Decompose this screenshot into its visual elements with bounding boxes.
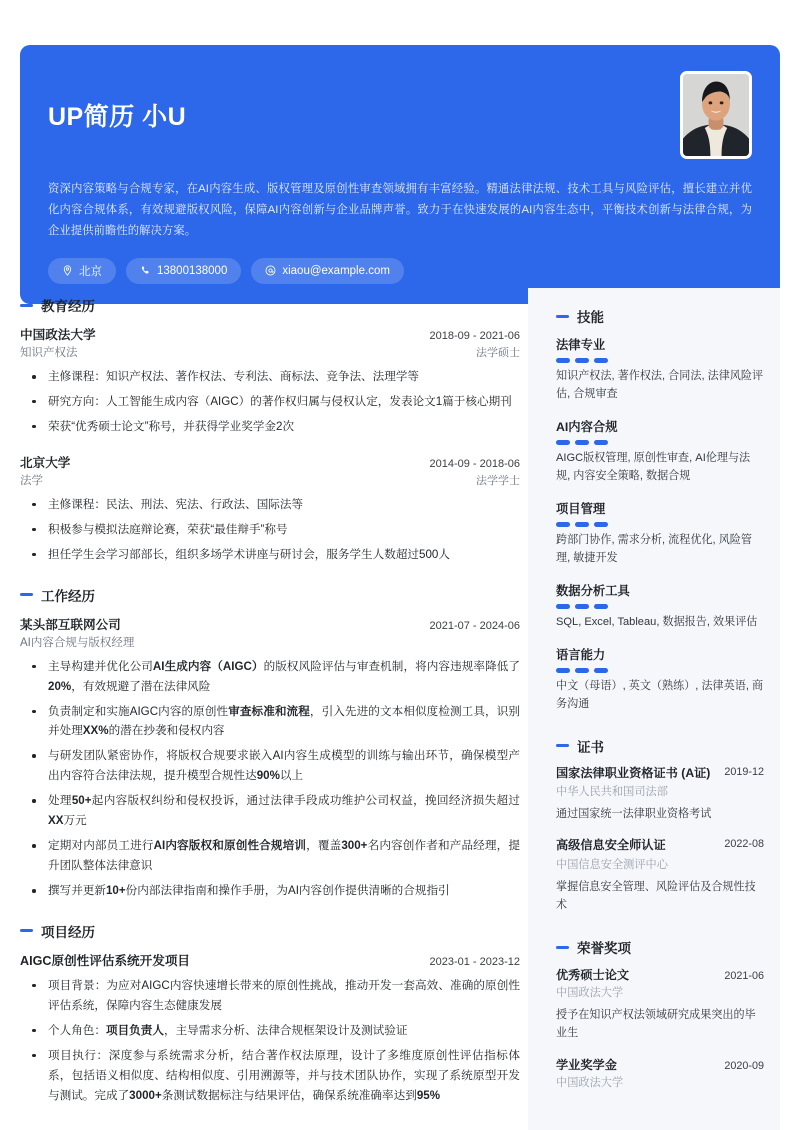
resume-header-card	[20, 45, 780, 304]
entry-header	[20, 452, 520, 471]
section-dash-icon	[556, 946, 569, 949]
section-certificates	[556, 736, 764, 915]
certificate-item	[556, 765, 764, 825]
skill-list	[556, 335, 764, 714]
skill-level-dash	[575, 668, 589, 673]
avatar-photo	[683, 74, 749, 156]
award-date: 2020-09	[724, 1059, 764, 1072]
award-header	[556, 966, 764, 983]
certificate-issuer: 中国信息安全测评中心	[556, 859, 668, 872]
entry-bullet: 定期对内部员工进行AI内容版权和原创性合规培训，覆盖300+名内容创作者和产品经理，提升团队整体法律意识	[20, 836, 520, 876]
section-projects	[20, 921, 520, 1106]
contact-row	[48, 258, 752, 284]
skill-level-dash	[594, 440, 608, 445]
award-organization: 中国政法大学	[556, 1076, 624, 1089]
entry-bullet: 项目背景：为应对AIGC内容快速增长带来的原创性挑战，推动开发一套高效、准确的原创性评估系统，保障内容生态健康发展	[20, 976, 520, 1016]
entry-header	[20, 950, 520, 969]
award-organization: 中国政法大学	[556, 987, 624, 999]
certificate-item	[556, 837, 764, 915]
entry-bullet: 荣获“优秀硕士论文”称号，并获得学业奖学金2次	[20, 417, 520, 437]
entry-bullet: 撰写并更新10+份内部法律指南和操作手册，为AI内容创作提供清晰的合规指引	[20, 881, 520, 901]
entry-bullet: 个人角色：项目负责人，主导需求分析、法律合规框架设计及测试验证	[20, 1021, 520, 1041]
section-title-awards	[556, 937, 764, 957]
entry-bullet-list	[20, 367, 520, 437]
award-description: 授予在知识产权法领域研究成果突出的毕业生	[556, 1009, 756, 1039]
entry-date: 2021-07 - 2024-06	[429, 619, 520, 632]
main-column	[20, 295, 520, 1112]
entry-date: 2018-09 - 2021-06	[429, 330, 520, 342]
entry-bullet: 担任学生会学习部部长，组织多场学术讲座与研讨会，服务学生人数超过500人	[20, 545, 520, 565]
entry-bullet: 处理50+起内容版权纠纷和侵权投诉，通过法律手段成功维护公司权益，挽回经济损失超过XX万元	[20, 791, 520, 831]
skill-name: 语言能力	[556, 647, 606, 662]
skill-level-dash	[556, 358, 570, 363]
experience-entry	[20, 950, 520, 1106]
skill-level-dash	[594, 668, 608, 673]
entry-bullet: 积极参与模拟法庭辩论赛，荣获“最佳辩手”称号	[20, 520, 520, 540]
skill-level-indicator	[556, 440, 764, 445]
certificate-date: 2019-12	[724, 765, 764, 778]
certificate-description: 通过国家统一法律职业资格考试	[556, 808, 712, 821]
entry-bullet: 主导构建并优化公司AI生成内容（AIGC）的版权风险评估与审查机制，将内容违规率降低了20%，有效规避了潜在法律风险	[20, 657, 520, 697]
skill-name: 法律专业	[556, 338, 606, 352]
entry-date: 2023-01 - 2023-12	[429, 955, 520, 968]
section-dash-icon	[20, 304, 33, 307]
skill-item	[556, 645, 764, 714]
skill-name: AI内容合规	[556, 419, 618, 434]
entry-subheader	[20, 472, 520, 488]
entry-bullet-list	[20, 657, 520, 901]
avatar	[680, 71, 752, 159]
skill-description: 中文（母语）, 英文（熟练）, 法律英语, 商务沟通	[556, 679, 764, 710]
section-title-text: 教育经历	[41, 299, 95, 314]
location-icon	[62, 265, 73, 276]
skill-description: 知识产权法, 著作权法, 合同法, 法律风险评估, 合规审查	[556, 370, 764, 400]
skill-level-indicator	[556, 668, 764, 673]
skill-level-dash	[575, 604, 589, 609]
entry-role: 法学	[20, 474, 43, 487]
contact-email[interactable]	[251, 258, 404, 284]
entry-organization: 北京大学	[20, 455, 71, 470]
section-dash-icon	[20, 929, 33, 932]
entry-bullet-list	[20, 495, 520, 565]
entry-degree: 法学学士	[476, 474, 520, 487]
section-work	[20, 585, 520, 901]
entry-role: AI内容合规与版权经理	[20, 636, 135, 649]
skill-level-dash	[594, 604, 608, 609]
projects-entry-list	[20, 950, 520, 1106]
header-top-row	[48, 71, 752, 159]
entry-organization: 中国政法大学	[20, 328, 96, 342]
skill-level-dash	[556, 522, 570, 527]
entry-bullet: 与研发团队紧密协作，将版权合规要求嵌入AI内容生成模型的训练与输出环节，确保模型产出内容符合法律法规，提升模型合规性达90%以上	[20, 746, 520, 786]
skill-description: AIGC版权管理, 原创性审查, AI伦理与法规, 内容安全策略, 数据合规	[556, 451, 751, 482]
experience-entry	[20, 324, 520, 437]
skill-item	[556, 581, 764, 632]
entry-bullet-list	[20, 976, 520, 1106]
skill-level-dash	[575, 358, 589, 363]
section-education	[20, 295, 520, 565]
contact-location-value: 北京	[79, 265, 102, 278]
contact-location[interactable]	[48, 258, 116, 284]
section-title-work	[20, 585, 520, 605]
skill-level-dash	[556, 440, 570, 445]
skill-description: 跨部门协作, 需求分析, 流程优化, 风险管理, 敏捷开发	[556, 533, 752, 564]
award-item	[556, 1056, 764, 1090]
entry-organization: AIGC原创性评估系统开发项目	[20, 953, 191, 968]
section-title-text: 项目经历	[41, 924, 95, 940]
skill-level-indicator	[556, 522, 764, 527]
section-title-skills	[556, 306, 764, 326]
work-entry-list	[20, 614, 520, 901]
section-title-text: 荣誉奖项	[577, 941, 631, 956]
award-date: 2021-06	[724, 970, 764, 982]
entry-header	[20, 614, 520, 633]
skill-level-dash	[556, 668, 570, 673]
skill-item	[556, 499, 764, 568]
section-dash-icon	[556, 744, 569, 747]
section-title-education	[20, 295, 520, 315]
skill-level-dash	[556, 604, 570, 609]
skill-item	[556, 335, 764, 404]
certificate-list	[556, 765, 764, 915]
section-title-text: 技能	[577, 310, 604, 325]
skill-description: SQL, Excel, Tableau, 数据报告, 效果评估	[556, 615, 758, 628]
award-name: 优秀硕士论文	[556, 968, 630, 982]
section-dash-icon	[556, 315, 569, 318]
entry-date: 2014-09 - 2018-06	[429, 457, 520, 470]
entry-degree: 法学硕士	[476, 347, 520, 359]
skill-item	[556, 417, 764, 486]
entry-organization: 某头部互联网公司	[20, 617, 121, 632]
skill-name: 项目管理	[556, 501, 606, 516]
experience-entry	[20, 614, 520, 901]
skill-name: 数据分析工具	[556, 583, 630, 598]
section-title-text: 证书	[577, 739, 604, 755]
skill-level-indicator	[556, 358, 764, 363]
certificate-name: 2022-08 高级信息安全师认证	[556, 838, 764, 853]
profile-summary: 资深内容策略与合规专家，在AI内容生成、版权管理及原创性审查领域拥有丰富经验。精通法律法规、技术工具与风险评估，擅长建立并优化内容合规体系，有效规避版权风险，保障AI内容创新与企业品牌声誉。致力于在快速发展的AI内容生态中，平衡技术创新与法律合规，为企业提供前瞻性的解决方案。	[48, 183, 752, 237]
skill-level-dash	[594, 358, 608, 363]
email-icon	[265, 265, 276, 276]
phone-icon	[140, 265, 151, 276]
section-dash-icon	[20, 593, 33, 596]
certificate-issuer: 中华人民共和国司法部	[556, 786, 668, 799]
skill-level-dash	[575, 522, 589, 527]
certificate-description: 掌握信息安全管理、风险评估及合规性技术	[556, 881, 756, 912]
page-title: UP简历 小U	[48, 103, 187, 131]
entry-bullet: 主修课程：知识产权法、著作权法、专利法、商标法、竞争法、法理学等	[20, 367, 520, 387]
certificate-date: 2022-08	[724, 838, 764, 851]
skill-level-indicator	[556, 604, 764, 609]
entry-header	[20, 324, 520, 343]
contact-phone[interactable]	[126, 258, 241, 284]
award-list	[556, 966, 764, 1090]
entry-bullet: 负责制定和实施AIGC内容的原创性审查标准和流程，引入先进的文本相似度检测工具，识别并处理XX%的潜在抄袭和侵权内容	[20, 702, 520, 742]
certificate-name: 2019-12 国家法律职业资格证书 (A证)	[556, 765, 764, 780]
award-name: 学业奖学金	[556, 1057, 617, 1072]
entry-bullet: 研究方向：人工智能生成内容（AIGC）的著作权归属与侵权认定，发表论文1篇于核心期刊	[20, 392, 520, 412]
section-title-projects	[20, 921, 520, 941]
sidebar-column	[540, 288, 780, 1130]
section-title-text: 工作经历	[41, 588, 95, 604]
contact-phone-value: 13800138000	[157, 264, 228, 277]
experience-entry	[20, 452, 520, 565]
skill-level-dash	[594, 522, 608, 527]
contact-email-value: xiaou@example.com	[282, 264, 390, 277]
entry-subheader	[20, 344, 520, 360]
section-skills	[556, 306, 764, 714]
entry-bullet: 主修课程：民法、刑法、宪法、行政法、国际法等	[20, 495, 520, 515]
entry-subheader	[20, 634, 520, 650]
award-item	[556, 966, 764, 1043]
section-awards	[556, 937, 764, 1090]
entry-role: 知识产权法	[20, 347, 78, 359]
section-title-certificates	[556, 736, 764, 756]
skill-level-dash	[575, 440, 589, 445]
award-header	[556, 1056, 764, 1073]
entry-bullet: 项目执行：深度参与系统需求分析，结合著作权法原理，设计了多维度原创性评估指标体系，包括语义相似度、结构相似度、引用溯源等，并与技术团队协作，实现了系统原型开发与测试。完成了3000+条测试数据标注与结果评估，确保系统准确率达到95%	[20, 1046, 520, 1106]
education-entry-list	[20, 324, 520, 565]
